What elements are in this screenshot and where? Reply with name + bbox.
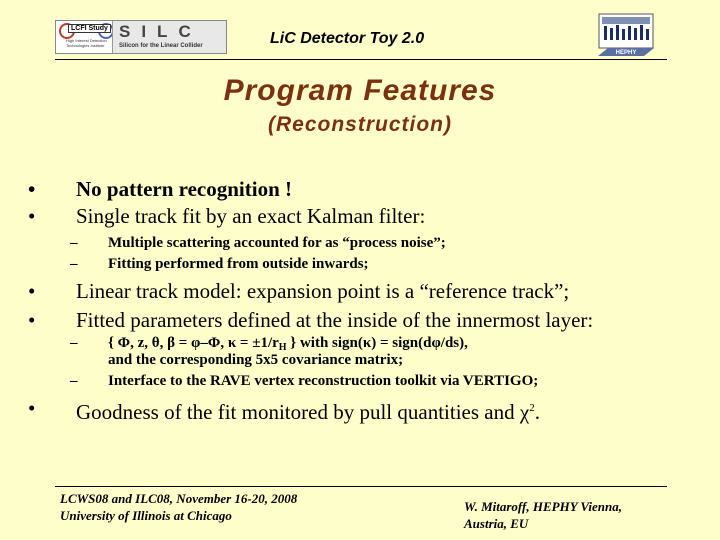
sub-bullet-text: Multiple scattering accounted for as “process noise”; [108, 235, 446, 251]
lcfi-logo-subtext: High Interest Detection Technologies Institute [66, 38, 107, 48]
footer-author-line2: Austria, EU [464, 516, 529, 531]
footer-author [464, 498, 622, 532]
silc-logo-subtext: Silicon for the Linear Collider [119, 43, 203, 49]
dash-marker: – [70, 373, 78, 389]
sub-bullet-item [70, 234, 446, 252]
sub-bullet-item [70, 255, 369, 273]
lcfi-logo [56, 21, 112, 53]
bullet-item [28, 278, 570, 304]
footer-conference-line2: University of Illinois at Chicago [60, 508, 232, 523]
bullet-text: Fitted parameters defined at the inside of the innermost layer: [76, 308, 594, 332]
sub-bullet-item [70, 334, 468, 353]
dash-marker: – [70, 335, 78, 351]
header-title: LiC Detector Toy 2.0 [270, 30, 425, 47]
footer-divider [55, 486, 667, 487]
sub-bullet-text: { Φ, z, θ, β = φ–Φ, $\kappa = \pm 1/r_H$ } with sign(κ) = sign(dφ/ds), [108, 335, 468, 353]
bullet-marker: • [28, 279, 36, 303]
svg-text:HEPHY: HEPHY [615, 50, 637, 56]
header-divider [55, 59, 667, 60]
bullet-text: Linear track model: expansion point is a “reference track”; [76, 279, 570, 303]
bullet-text: No pattern recognition ! [76, 177, 292, 201]
sub-bullet-text: Interface to the RAVE vertex reconstruction toolkit via VERTIGO; [108, 373, 539, 389]
bullet-marker: • [28, 177, 36, 201]
lcfi-silc-logo [55, 20, 227, 54]
sub-bullet-text: and the corresponding 5x5 covariance matrix; [108, 352, 404, 368]
bullet-marker: • [28, 204, 36, 228]
bullet-item [28, 203, 426, 229]
sub-bullet-text: Fitting performed from outside inwards; [108, 256, 369, 272]
bullet-marker: • [28, 396, 36, 420]
silc-logo [112, 21, 226, 53]
footer-conference-line1: LCWS08 and ILC08, November 16-20, 2008 [60, 491, 298, 506]
bullet-item [28, 176, 292, 202]
dash-marker: – [70, 256, 78, 272]
page-subtitle: (Reconstruction) [268, 113, 452, 136]
bullet-text: Single track fit by an exact Kalman filter: [76, 204, 426, 228]
bullet-item [28, 307, 594, 333]
bullet-text: Goodness of the fit monitored by pull quantities and $\chi^2$. [76, 400, 540, 424]
silc-logo-letters: SILC [119, 22, 202, 41]
sub-bullet-item [70, 372, 539, 390]
hephy-logo-icon [596, 12, 656, 56]
footer-conference [60, 490, 297, 524]
footer-author-line1: W. Mitaroff, HEPHY Vienna, [464, 499, 622, 514]
bullet-marker: • [28, 308, 36, 332]
dash-marker: – [70, 235, 78, 251]
bullet-item [28, 395, 540, 424]
page-title: Program Features [223, 74, 497, 107]
lcfi-logo-text: LCFI Study [68, 24, 111, 33]
